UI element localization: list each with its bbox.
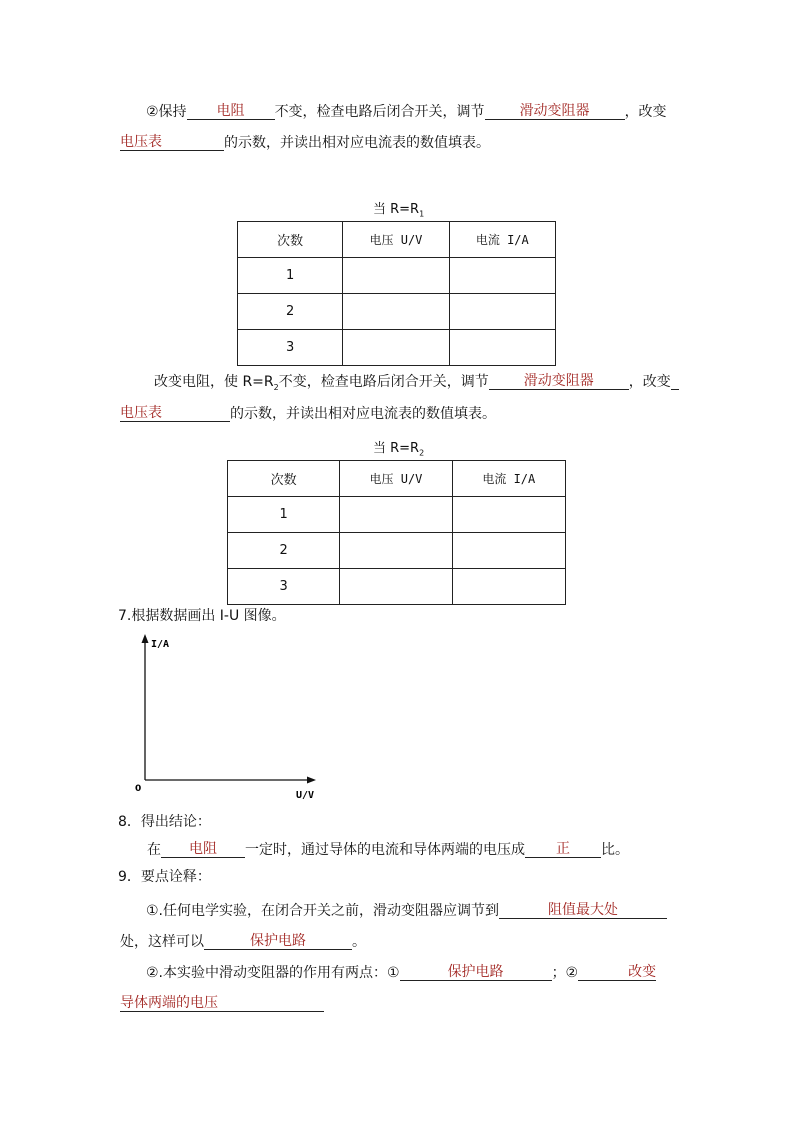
item7-text: 7.根据数据画出 I-U 图像。: [118, 608, 286, 624]
answer-direct: 正: [556, 841, 570, 857]
answer-resistance-3: 电阻: [189, 841, 217, 857]
table-row: [238, 258, 556, 294]
item9-heading: 9．要点诠释：: [118, 869, 211, 885]
item9-point1-line2: 处，这样可以 保护电路 。: [120, 933, 366, 950]
current-cell[interactable]: [452, 533, 565, 569]
origin-label: 0: [135, 784, 142, 794]
step2-line2: 电压表 的示数，并读出相对应电流表的数值填表。: [120, 134, 490, 151]
answer-max-resistance: 阻值最大处: [548, 902, 618, 918]
answer-change-part2: 导体两端的电压: [120, 995, 218, 1011]
voltage-cell[interactable]: [340, 497, 452, 533]
iu-graph: [130, 630, 330, 805]
row-number: 2: [228, 533, 340, 569]
col-header-count: 次数: [228, 461, 340, 497]
step2-line1: ②保持 电阻 不变，检查电路后闭合开关，调节 滑动变阻器 ，改变: [146, 103, 667, 120]
voltage-cell[interactable]: [343, 330, 449, 366]
y-axis-label: I/A: [151, 639, 170, 650]
table-row: [228, 533, 566, 569]
item9-point2-line1: ②.本实验中滑动变阻器的作用有两点：① 保护电路 ；② 改变: [146, 964, 657, 981]
change-line2: 电压表 的示数，并读出相对应电流表的数值填表。: [120, 405, 496, 422]
voltage-cell[interactable]: [340, 569, 452, 605]
table-row: [238, 294, 556, 330]
col-header-count: 次数: [238, 222, 343, 258]
answer-protect-circuit: 保护电路: [250, 933, 306, 949]
table1-caption: 当 $R=R_1$: [373, 202, 425, 219]
col-header-current: 电流 I/A: [452, 461, 565, 497]
current-cell[interactable]: [452, 569, 565, 605]
answer-rheostat-2: 滑动变阻器: [523, 373, 594, 389]
current-cell[interactable]: [449, 330, 555, 366]
answer-resistance: 电阻: [216, 103, 245, 119]
col-header-current: 电流 I/A: [449, 222, 555, 258]
row-number: 3: [238, 330, 343, 366]
item9-point1-line1: ①.任何电学实验，在闭合开关之前，滑动变阻器应调节到 阻值最大处: [146, 901, 667, 921]
row-number: 2: [238, 294, 343, 330]
col-header-voltage: 电压 U/V: [340, 461, 452, 497]
data-table-r2: [227, 460, 566, 605]
answer-voltmeter: 电压表: [120, 134, 162, 150]
current-cell[interactable]: [452, 497, 565, 533]
current-cell[interactable]: [449, 258, 555, 294]
item8-heading: 8．得出结论：: [118, 814, 211, 830]
table-row: [238, 330, 556, 366]
item8-sentence: 在 电阻 一定时，通过导体的电流和导体两端的电压成 正 比。: [147, 841, 629, 858]
answer-rheostat: 滑动变阻器: [519, 103, 590, 119]
row-number: 1: [238, 258, 343, 294]
change-line1: 改变电阻，使 $R=R_2$不变，检查电路后闭合开关，调节 滑动变阻器 ，改变: [154, 372, 679, 398]
col-header-voltage: 电压 U/V: [343, 222, 449, 258]
current-cell[interactable]: [449, 294, 555, 330]
table-row: [228, 497, 566, 533]
answer-protect-circuit-2: 保护电路: [447, 964, 504, 980]
data-table-r1: [237, 221, 556, 366]
x-axis-arrow-icon: [307, 777, 316, 784]
table-row: [228, 569, 566, 605]
answer-voltmeter-2: 电压表: [120, 405, 162, 421]
row-number: 1: [228, 497, 340, 533]
y-axis-arrow-icon: [142, 634, 149, 643]
x-axis-label: U/V: [296, 790, 315, 801]
item9-point2-line2: [120, 994, 324, 1014]
voltage-cell[interactable]: [343, 294, 449, 330]
voltage-cell[interactable]: [343, 258, 449, 294]
table2-caption: 当 $R=R_2$: [373, 441, 425, 458]
answer-change-part1: 改变: [628, 964, 657, 980]
row-number: 3: [228, 569, 340, 605]
voltage-cell[interactable]: [340, 533, 452, 569]
